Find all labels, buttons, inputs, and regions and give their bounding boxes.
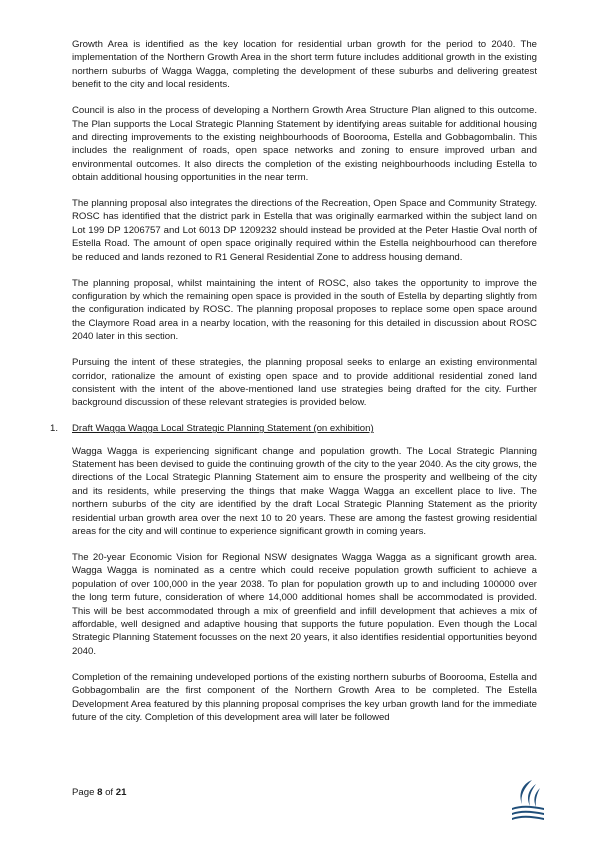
paragraph-2: Council is also in the process of developing a Northern Growth Area Structure Plan aligned to this outcome. The Plan supports the Local Strategic Planning Statement by identifying areas suitable for additional housing and directing improvements to the existing neighbourhoods of Boorooma, Estella and Gobbagombalin. This includes the realignment of roads, open space networks and zoning to ensure improved urban and environmental outcomes. It also directs the completion of the existing neighbourhoods including Estella to obtain additional housing opportunities in the near term. — [72, 105, 537, 184]
page-number-footer — [72, 786, 126, 799]
page-content — [50, 38, 537, 737]
page-of-label: of — [105, 787, 114, 798]
paragraph-5: Pursuing the intent of these strategies, the planning proposal seeks to enlarge an existing environmental corridor, rationalize the amount of existing open space and to provide additional residential zoned land consistent with the intent of the above-mentioned land use strategies being drafted for the city. Further background discussion of these relevant strategies is provided below. — [72, 357, 537, 409]
section-heading — [50, 422, 537, 435]
section-title: Draft Wagga Wagga Local Strategic Planning Statement (on exhibition) — [72, 423, 374, 435]
section-number: 1. — [50, 423, 59, 435]
council-wave-logo-icon — [510, 778, 546, 822]
section-paragraph-3: Completion of the remaining undeveloped portions of the existing northern suburbs of Boorooma, Estella and Gobbagombalin are the first component of the Northern Growth Area to be completed. The Estella Development Area featured by this planning proposal comprises the key urban growth land for the immediate future of the city. Completion of this development area will later be followed — [72, 671, 537, 723]
section-paragraph-1: Wagga Wagga is experiencing significant change and population growth. The Local Strategic Planning Statement has been devised to guide the continuing growth of the city to the year 2040. As the city grows, the directions of the Local Strategic Planning Statement aim to ensure the prosperity and wellbeing of the city and its residents, while preserving the things that make Wagga Wagga an excellent place to live. The northern suburbs of the city are identified by the draft Local Strategic Planning Statement as the priority residential urban growth area over the next 10 to 20 years. These are among the fastest growing residential areas for the city and will continue to experience significant growth in coming years. — [72, 445, 537, 538]
page-number: 8 — [97, 787, 103, 798]
section-paragraph-2: The 20-year Economic Vision for Regional NSW designates Wagga Wagga as a significant growth area. Wagga Wagga is nominated as a centre which could receive population growth sufficient to achieve a population of over 100,000 in the year 2038. To plan for population growth up to and including 100000 over the long term future, consideration of where 14,000 additional homes shall be accommodated is provided. This will be best accommodated through a mix of greenfield and infill development that achieves a mix of affordable, well designed and adaptive housing that supports the future population. Even though the Local Strategic Planning Statement focusses on the next 20 years, it also identifies residential opportunities beyond 2040. — [72, 552, 537, 657]
paragraph-1: Growth Area is identified as the key location for residential urban growth for the period to 2040. The implementation of the Northern Growth Area in the short term future includes additional growth in the existing northern suburbs of Wagga Wagga, completing the development of these suburbs and delivering greatest benefit to the city and local residents. — [72, 39, 537, 91]
paragraph-3: The planning proposal also integrates the directions of the Recreation, Open Space and Community Strategy. ROSC has identified that the district park in Estella that was originally earmarked within the subject land on Lot 199 DP 1206757 and Lot 6013 DP 1209232 should instead be provided at the Peter Hastie Oval north of Estella Road. The amount of open space originally required within the Estella neighbourhood can therefore be reduced and lands rezoned to R1 General Residential Zone to address housing demand. — [72, 198, 537, 263]
paragraph-4: The planning proposal, whilst maintaining the intent of ROSC, also takes the opportunity to improve the configuration by which the remaining open space is provided in the south of Estella by departing slightly from the configuration indicated by ROSC. The planning proposal proposes to replace some open space around the Claymore Road area in a nearby location, with the reasoning for this detailed in discussion about ROSC 2040 later in this section. — [72, 277, 537, 343]
page-total: 21 — [115, 787, 127, 798]
page-label: Page — [72, 787, 95, 798]
